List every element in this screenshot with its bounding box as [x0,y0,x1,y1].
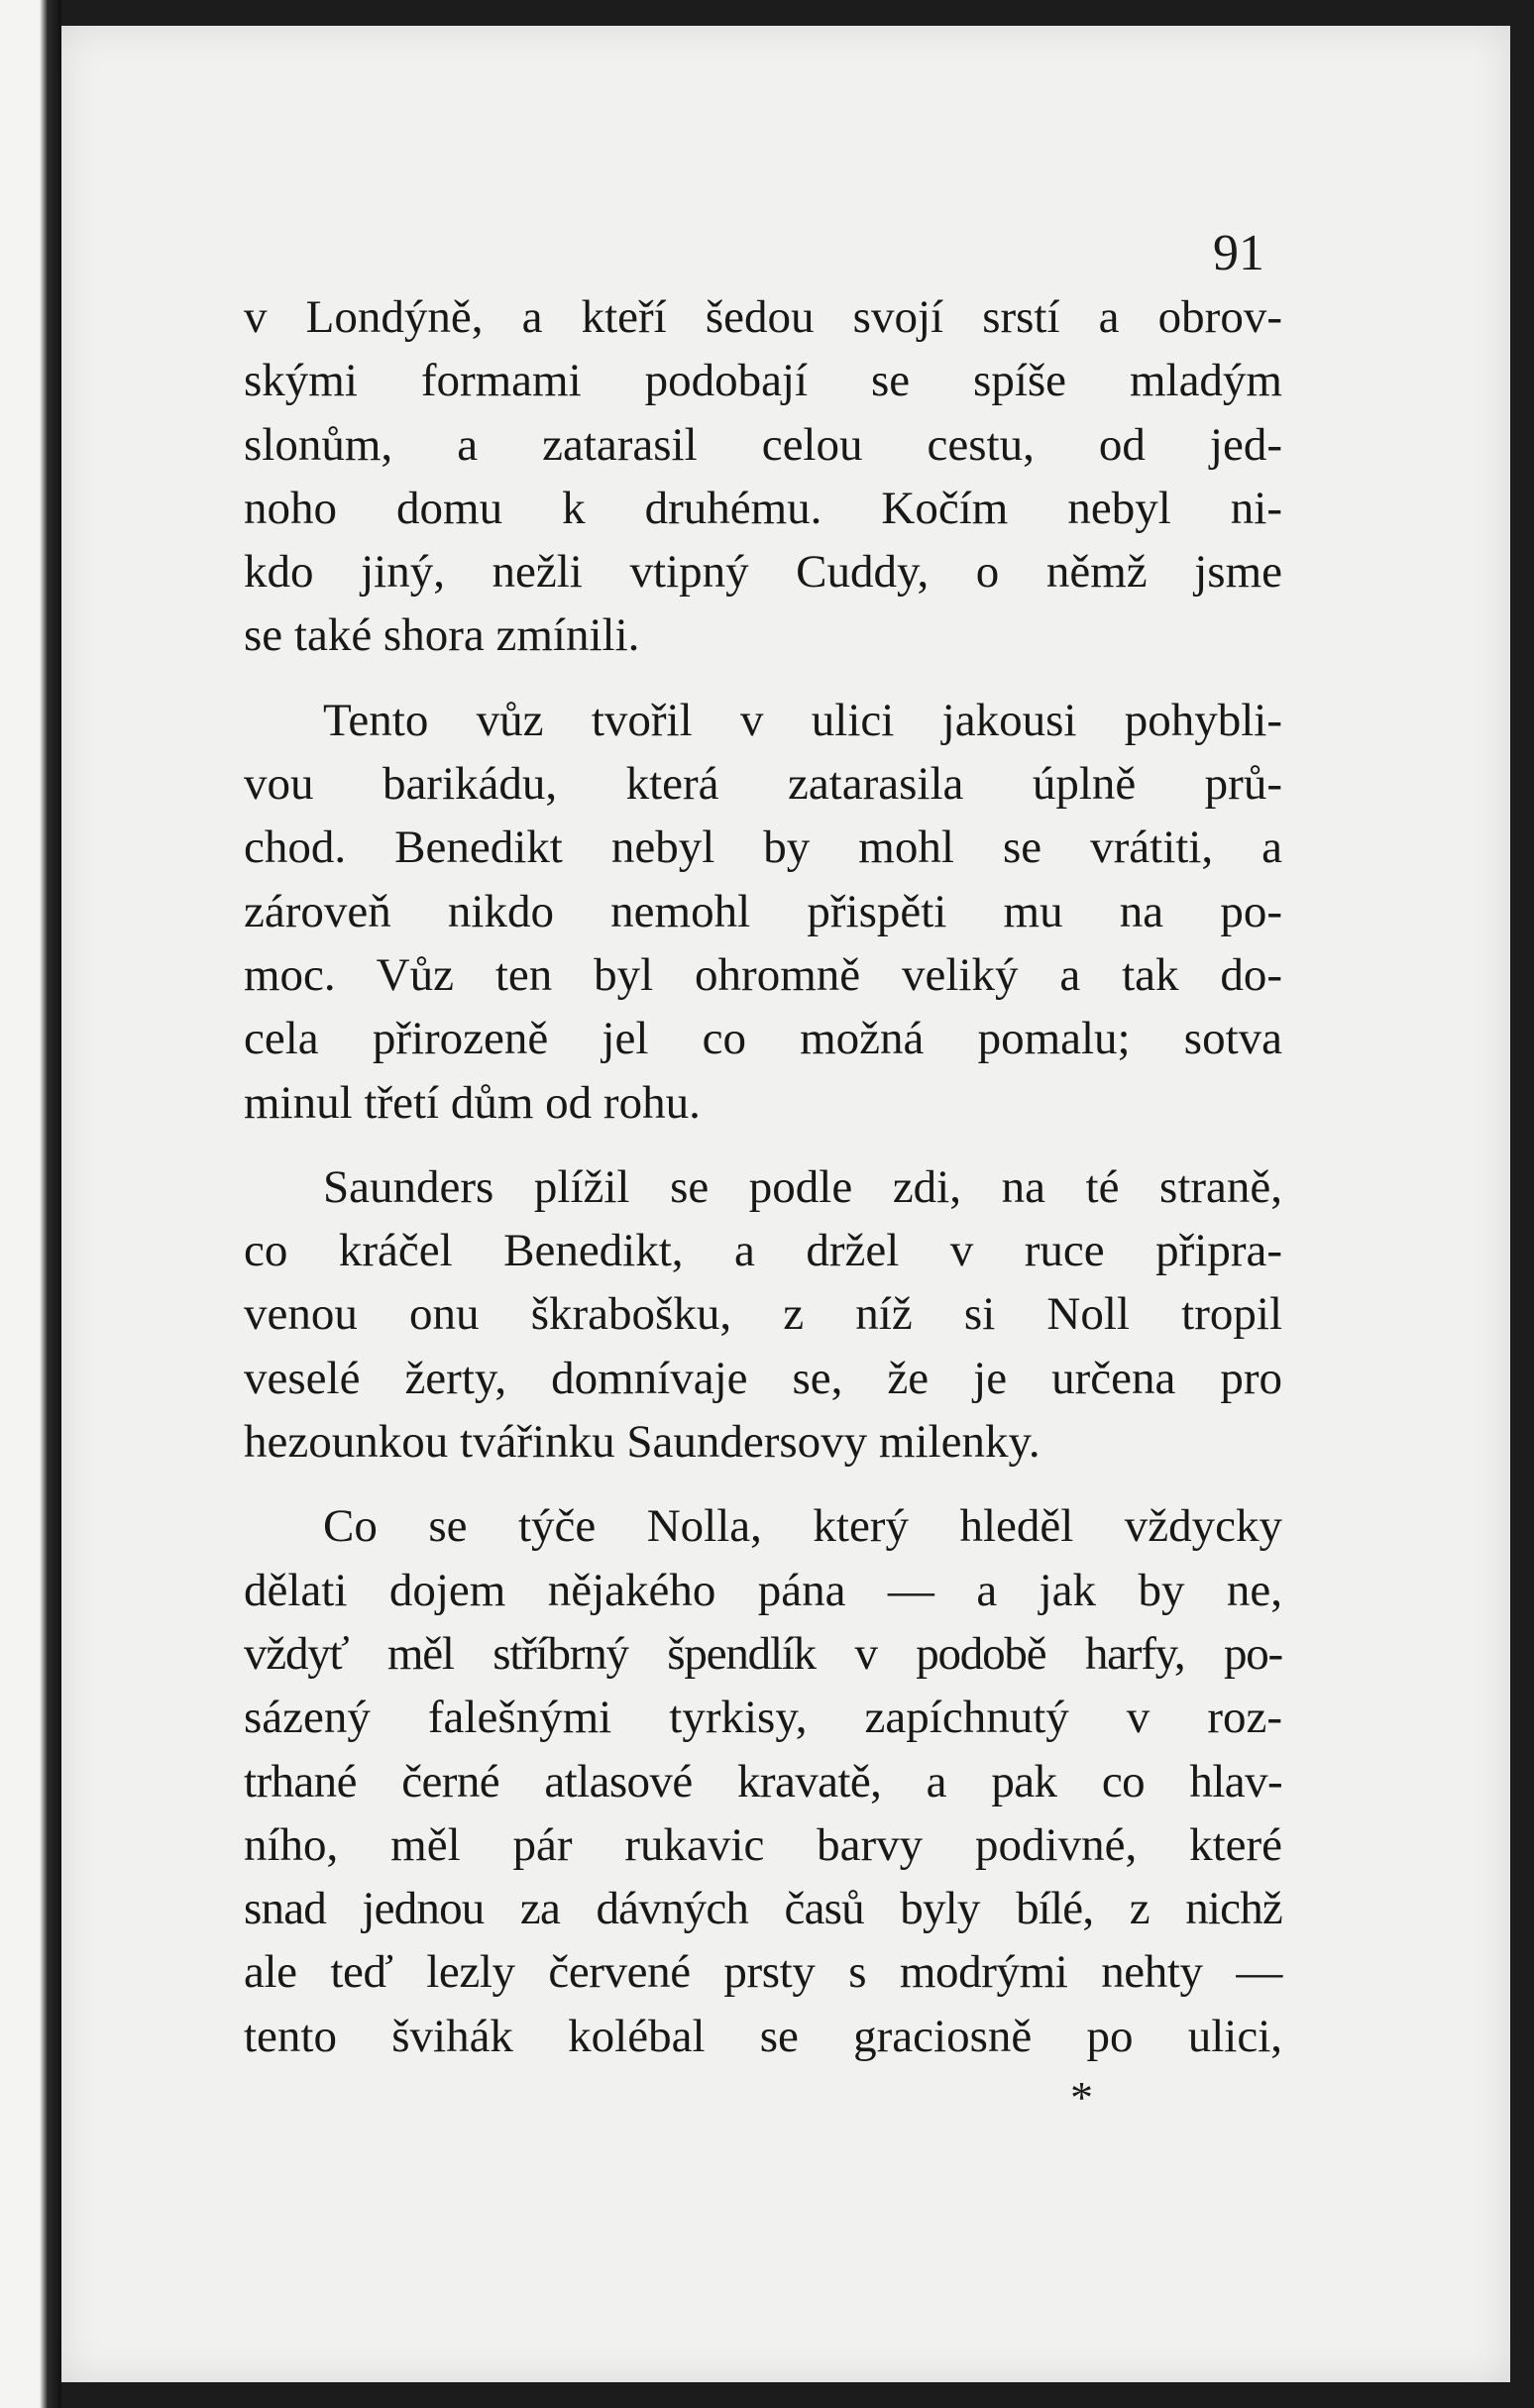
text-line: vou barikádu, která zatarasila úplně prů- [244,758,1282,811]
text-line: se také shora zmínili. [244,609,640,662]
text-line: slonům, a zatarasil celou cestu, od jed- [244,418,1282,471]
text-line: zároveň nikdo nemohl přispěti mu na po- [244,885,1282,937]
text-line: dělati dojem nějakého pána — a jak by ne, [244,1564,1282,1616]
paragraph-4 [244,1494,1282,2068]
text-line: chod. Benedikt nebyl by mohl se vrátiti, a [244,821,1282,874]
body-text [244,285,1282,2089]
paragraph-1 [244,285,1282,668]
text-line: sázený falešnými tyrkisy, zapíchnutý v roz- [244,1692,1282,1744]
text-line: skými formami podobají se spíše mladým [244,355,1282,407]
text-line: hezounkou tvářinku Saundersovy milenky. [244,1416,1041,1469]
signature-mark: * [1070,2072,1093,2123]
paragraph-3 [244,1155,1282,1474]
text-line: Saunders plížil se podle zdi, na té straně, [323,1160,1282,1213]
paragraph-2 [244,689,1282,1135]
text-line: veselé žerty, domnívaje se, že je určena pro [244,1352,1282,1404]
text-line: trhané černé atlasové kravatě, a pak co hlav- [244,1755,1282,1807]
text-line: kdo jiný, nežli vtipný Cuddy, o němž jsme [244,546,1282,599]
text-line: Co se týče Nolla, který hleděl vždycky [323,1500,1282,1553]
text-line: ního, měl pár rukavic barvy podivné, které [244,1818,1282,1871]
text-line: Tento vůz tvořil v ulici jakousi pohybli- [323,694,1282,746]
text-line: minul třetí dům od rohu. [244,1076,701,1129]
text-line: cela přirozeně jel co možná pomalu; sotva [244,1013,1282,1065]
text-line: co kráčel Benedikt, a držel v ruce připra- [244,1225,1282,1277]
text-line: vždyť měl stříbrný špendlík v podobě harfy, po- [244,1627,1282,1680]
page-number: 91 [1213,225,1264,281]
text-line: snad jednou za dávných časů byly bílé, z nichž [244,1883,1282,1935]
book-spine-edge [0,0,61,2408]
text-line: noho domu k druhému. Kočím nebyl ni- [244,482,1282,534]
text-line: tento švihák kolébal se graciosně po ulici, [244,2010,1282,2062]
text-line: v Londýně, a kteří šedou svojí srstí a obrov- [244,291,1282,343]
text-line: venou onu škrabošku, z níž si Noll tropil [244,1288,1282,1341]
text-line: moc. Vůz ten byl ohromně veliký a tak do- [244,948,1282,1001]
text-line: ale teď lezly červené prsty s modrými nehty — [244,1946,1282,1999]
